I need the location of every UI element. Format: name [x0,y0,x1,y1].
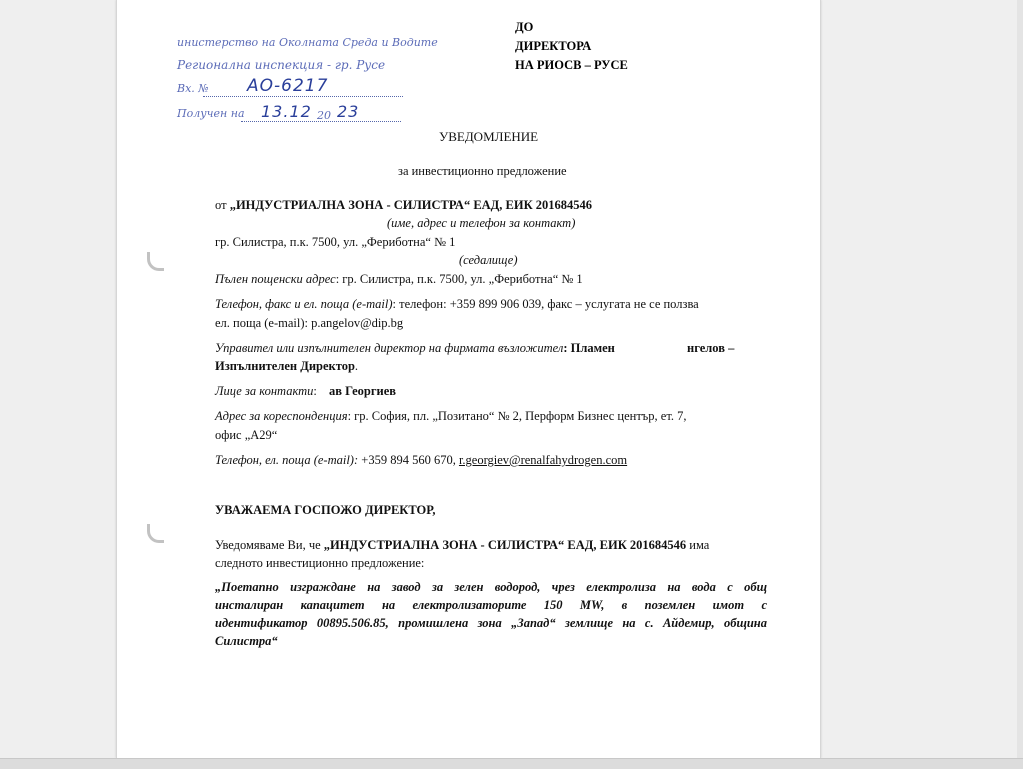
addressee-director: ДИРЕКТОРА [515,39,592,53]
contact-phone-value: +359 894 560 670, [358,453,459,467]
intro-company: „ИНДУСТРИАЛНА ЗОНА - СИЛИСТРА“ ЕАД, ЕИК 201684546 [323,538,687,552]
manager-value: : Пламен [563,341,615,355]
caption-name: (име, адрес и телефон за контакт) [387,216,576,230]
stamp-registration-number: АО-6217 [247,76,329,96]
contact-phone-label: Телефон, ел. поща (e-mail): [215,453,359,467]
scrollbar-track[interactable] [1017,0,1023,758]
stamp-number-label: Вх. № [177,82,209,95]
caption-seat: (седалище) [459,253,518,267]
salutation: УВАЖАЕМА ГОСПОЖО ДИРЕКТОР, [215,503,436,517]
document-title: УВЕДОМЛЕНИЕ [439,129,539,144]
postal-value: : гр. Силистра, п.к. 7500, ул. „Фериботна“ № 1 [335,272,583,286]
stamp-date-sep: 20 [317,109,331,122]
manager-title: Изпълнителен Директор [215,359,355,373]
stamp-inspection-line: Регионална инспекция - гр. Русе [177,58,386,72]
manager-line [215,341,615,356]
email-line: ел. поща (e-mail): p.angelov@dip.bg [215,316,404,330]
binder-hole-mark [147,252,164,271]
intro-prefix: Уведомяваме Ви, че [215,538,324,552]
binder-hole-mark [147,524,164,543]
correspondence-line [215,409,686,424]
stamp-received-label: Получен на [177,107,245,120]
proposal-line-1: „Поетапно изграждане на завод за зелен водород, чрез електролиза на вода с общ [215,580,767,594]
postal-label: Пълен пощенски адрес [215,272,336,286]
correspondence-label: Адрес за кореспонденция [215,409,348,423]
stamp-year: 23 [337,102,360,121]
stamp-ministry-line: инистерство на Околната Среда и Водите [177,36,438,49]
phone-line [215,297,699,312]
from-company: „ИНДУСТРИАЛНА ЗОНА - СИЛИСТРА“ ЕАД, ЕИК 201684546 [229,198,593,212]
addressee-office: НА РИОСВ – РУСЕ [515,58,628,72]
contact-phone-line [215,453,627,468]
phone-value: : телефон: +359 899 906 039, факс – услугата не се ползва [392,297,699,311]
from-prefix: от [215,198,227,212]
proposal-line-2: инсталиран капацитет на електролизаторите 150 MW, в поземлен имот с [215,598,767,612]
contact-email-link[interactable]: r.georgiev@renalfahydrogen.com [458,453,628,467]
manager-value-end: нгелов – [687,341,735,355]
manager-title-line: Изпълнителен Директор. [215,359,359,373]
postal-address-line [215,272,583,287]
intro-line [215,538,709,553]
stamp-date: 13.12 [261,102,312,121]
correspondence-office: офис „А29“ [215,428,278,442]
from-line [215,198,592,213]
intro-suffix: има [686,538,710,552]
correspondence-value: : гр. София, пл. „Позитано“ № 2, Перформ Бизнес център, ет. 7, [347,409,687,423]
manager-label: Управител или изпълнителен директор на фирмата възложител [215,341,564,355]
contact-value: ав Георгиев [329,384,397,398]
seat-address: гр. Силистра, п.к. 7500, ул. „Фериботна“ № 1 [215,235,456,249]
horizontal-scrollbar[interactable] [0,758,1023,769]
contact-label: Лице за контакти [215,384,314,398]
phone-label: Телефон, факс и ел. поща (e-mail) [215,297,393,311]
contact-line: Лице за контакти: [215,384,317,398]
proposal-line-4: Силистра“ [215,634,278,648]
proposal-line-3: идентификатор 00895.506.85, промишлена зона „Запад“ землище на с. Айдемир, община [215,616,767,630]
document-page [116,0,821,758]
document-subtitle: за инвестиционно предложение [398,164,567,178]
addressee-to: ДО [515,20,534,34]
registration-stamp [177,32,438,126]
intro-line-2: следното инвестиционно предложение: [215,556,425,570]
